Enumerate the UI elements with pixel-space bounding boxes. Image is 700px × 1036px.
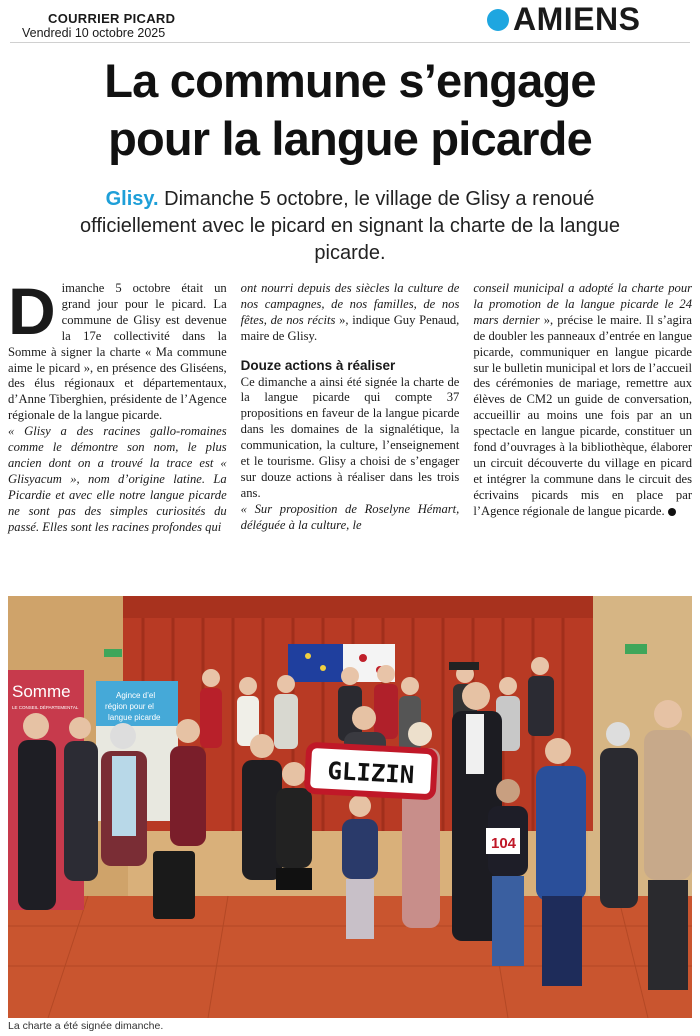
masthead: [0, 0, 700, 48]
headline-line-1: La commune s’engage: [104, 54, 596, 107]
paragraph-text: », précise le maire. Il s’agira de doubler les panneaux d’entrée en langue picarde, communiquer en langue picarde sur le bulletin municipal et lors de l’accueil des cérémonies de mariage, remettre aux élèves de CM2 un guide de conversation, accueillir au moins une fois par an un spectacle en langue picarde, constituer un fond d’ouvrages à la bibliothèque, élaborer un circuit découverte du village en picard et intégrer la commune dans le circuit des écrivains picards mis en place par l’Agence régionale de langue picarde.: [473, 312, 693, 518]
paragraph-text: Ce dimanche a ainsi été signée la charte de la langue picarde qui compte 37 propositions en faveur de la langue picarde dans les domaines de la signalétique, la communication, la culture, l’enseignement et le tourisme. Glisy a choisi de s’engager sur douze actions à réaliser dans les trois ans.: [240, 374, 460, 500]
banner-agence-line-3: langue picarde: [108, 713, 161, 722]
header-divider: [10, 42, 690, 43]
banner-somme-subtitle: LE CONSEIL DÉPARTEMENTAL: [12, 705, 79, 710]
column-2: [241, 281, 460, 581]
quote-text: « Sur proposition de Roselyne Hémart, déléguée à la culture, le: [240, 501, 460, 532]
banner-somme-text: Somme: [12, 682, 71, 701]
quote-text: conseil municipal a adopté la charte pour la promotion de la langue picarde le 24 mars dernier: [473, 281, 693, 327]
article-headline: [0, 52, 700, 168]
article-photo: [8, 596, 692, 1018]
drop-cap: D: [8, 274, 56, 348]
section-bullet-icon: [487, 9, 509, 31]
paragraph: [8, 274, 227, 424]
photo-caption: La charte a été signée dimanche.: [8, 1020, 164, 1032]
column-3: [473, 281, 692, 581]
article-body: [8, 274, 693, 581]
banner-agence-line-1: Agince d’el: [116, 691, 156, 700]
newspaper-name: COURRIER PICARD: [48, 11, 176, 26]
quote-attribution: », indique Guy Penaud, maire de Glisy.: [240, 312, 460, 343]
dateline-location: Glisy.: [105, 188, 159, 210]
quote-paragraph: [241, 502, 460, 534]
banner-agence-line-2: région pour el: [105, 702, 154, 711]
headline-line-2: pour la langue picarde: [108, 112, 592, 165]
race-bib-number: 104: [491, 835, 517, 852]
paragraph-text: imanche 5 octobre était un grand jour pour le picard. La commune de Glisy est devenue la 17e collectivité dans la Somme à signer la charte « Ma commune aime le picard », en présence des Gliséens, des élus régionaux et départementaux, d’Anne Tiberghien, présidente de l’Agence régionale de la langue picarde.: [8, 281, 227, 423]
quote-text: ont nourri depuis des siècles la culture de nos campagnes, de nos familles, de nos fêtes, de nos récits: [240, 281, 460, 327]
section-title: AMIENS: [513, 1, 641, 37]
lead-text: Dimanche 5 octobre, le village de Glisy a renoué officiellement avec le picard en signant la charte de la langue picarde.: [80, 188, 620, 264]
village-sign: [307, 745, 435, 798]
intertitle: Douze actions à réaliser: [240, 357, 396, 373]
quote-paragraph: [8, 424, 227, 535]
group-photo-illustration: [8, 596, 692, 1018]
paragraph: [241, 375, 460, 502]
quote-text: « Glisy a des racines gallo-romaines comme le démontre son nom, le plus ancien dont on a trouvé la trace est « Glisyacum », nom d’origine latine. La Picardie et avec elle notre langue picarde ne sont pas des simples curiosités du passé. Elles sont les racines profondes qui: [8, 424, 227, 534]
flag-picardie: [288, 644, 343, 682]
speaker-box: [153, 851, 195, 919]
publication-date: Vendredi 10 octobre 2025: [22, 26, 166, 40]
article-lead: [50, 186, 650, 267]
paragraph: [473, 281, 692, 520]
column-1: [8, 274, 227, 581]
quote-paragraph: [241, 281, 460, 345]
end-of-article-bullet-icon: [668, 508, 676, 516]
village-sign-text: GLIZIN: [326, 756, 415, 790]
